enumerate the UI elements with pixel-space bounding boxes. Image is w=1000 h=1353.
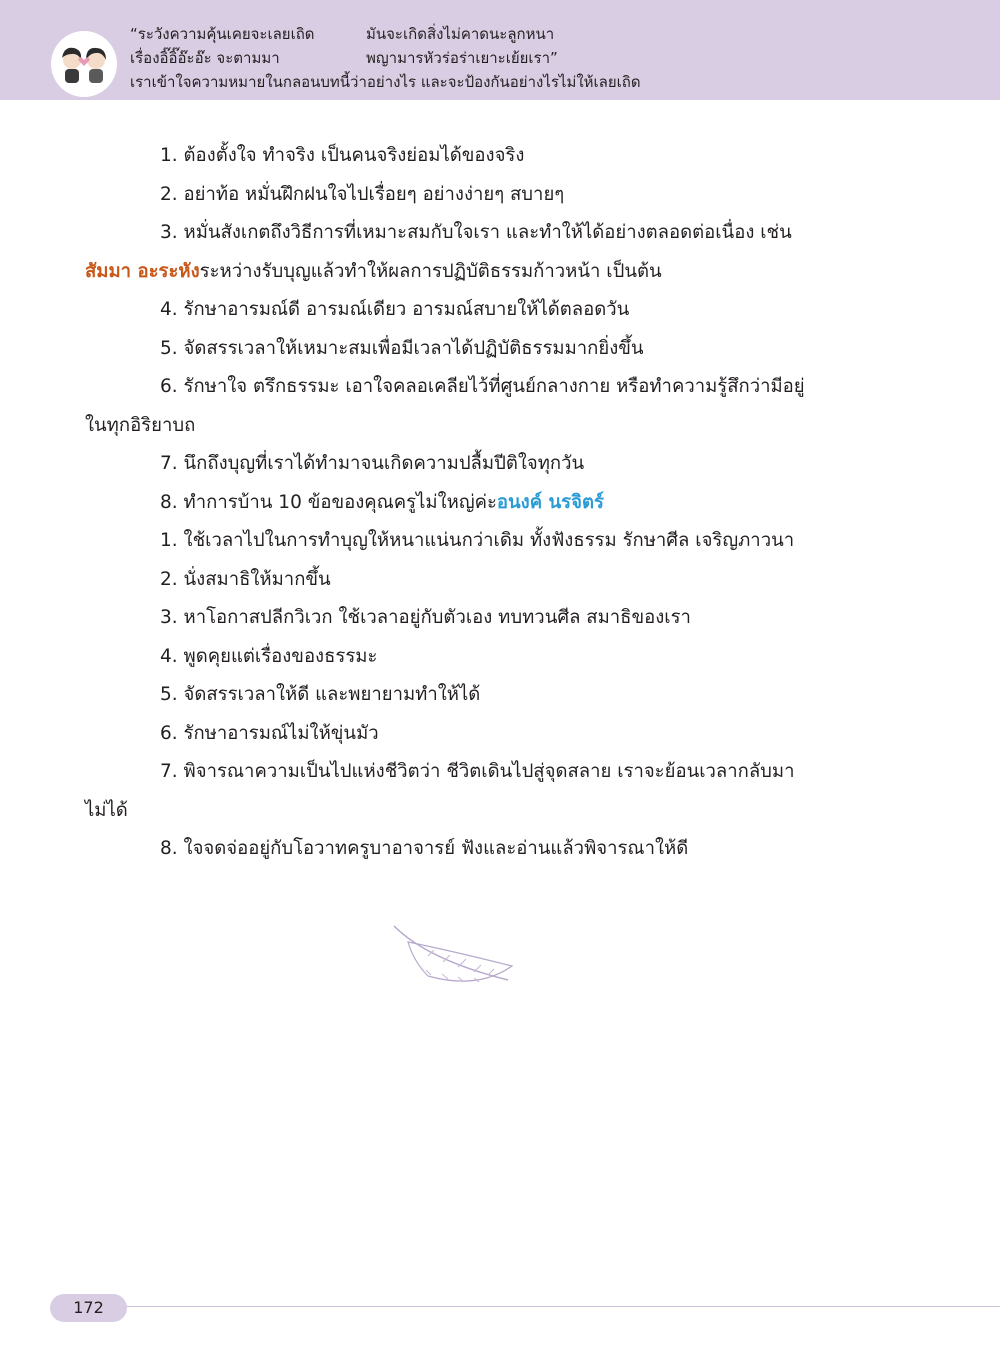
list-b-item-1: 1. ใช้เวลาไปในการทำบุญให้หนาแน่นกว่าเดิม ทั้งฟังธรรม รักษาศีล เจริญภาวนา xyxy=(160,530,795,551)
header-question: เราเข้าใจความหมายในกลอนบทนี้ว่าอย่างไร และจะป้องกันอย่างไรไม่ให้เลยเถิด xyxy=(130,73,641,91)
list-a-item-3-line-2 xyxy=(85,253,875,292)
page-number: 172 xyxy=(50,1294,127,1322)
footer-rule xyxy=(125,1306,1000,1307)
list-b-item-2: 2. นั่งสมาธิให้มากขึ้น xyxy=(160,568,331,590)
list-a-item-7: 7. นึกถึงบุญที่เราได้ทำมาจนเกิดความปลื้มปีติใจทุกวัน xyxy=(160,453,585,474)
poem-line-1 xyxy=(130,22,750,46)
list-b-item-3: 3. หาโอกาสปลีกวิเวก ใช้เวลาอยู่กับตัวเอง ทบทวนศีล สมาธิของเรา xyxy=(160,607,691,628)
list-a-item-2: 2. อย่าท้อ หมั่นฝึกฝนใจไปเรื่อยๆ อย่างง่ายๆ สบายๆ xyxy=(160,183,565,205)
list-a-item-1: 1. ต้องตั้งใจ ทำจริง เป็นคนจริงย่อมได้ของจริง xyxy=(160,145,525,166)
answer-body xyxy=(85,137,875,869)
list-a-item-8 xyxy=(85,484,875,523)
poem-line-2-left: เรื่องอิ๊อิ๊อ๊ะอ๊ะ จะตามมา xyxy=(130,49,280,67)
poem-line-1-left: “ระวังความคุ้นเคยจะเลยเถิด xyxy=(130,25,315,43)
list-a-item-6-line-2: ในทุกอิริยาบถ xyxy=(85,414,196,436)
list-a-item-3-rest: ระหว่างรับบุญแล้วทำให้ผลการปฏิบัติธรรมก้าวหน้า เป็นต้น xyxy=(199,260,662,282)
list-b-item-8: 8. ใจจดจ่ออยู่กับโอวาทครูบาอาจารย์ ฟังและอ่านแล้วพิจารณาให้ดี xyxy=(160,838,689,859)
list-b-item-5: 5. จัดสรรเวลาให้ดี และพยายามทำให้ได้ xyxy=(160,684,481,705)
feather-icon xyxy=(388,920,518,1000)
poem-line-2-right: พญามารหัวร่อร่าเยาะเย้ยเรา” xyxy=(366,49,558,67)
list-a-item-6-line-1: 6. รักษาใจ ตรึกธรรมะ เอาใจคลอเคลียไว้ที่ศูนย์กลางกาย หรือทำความรู้สึกว่ามีอยู่ xyxy=(160,376,805,397)
list-a-item-4: 4. รักษาอารมณ์ดี อารมณ์เดียว อารมณ์สบายให้ได้ตลอดวัน xyxy=(160,299,630,320)
list-b-item-6: 6. รักษาอารมณ์ไม่ให้ขุ่นมัว xyxy=(160,722,379,744)
poem-line-2 xyxy=(130,46,750,70)
list-a-item-8-text: 8. ทำการบ้าน 10 ข้อของคุณครูไม่ใหญ่ค่ะ xyxy=(160,491,497,513)
list-b-item-7-line-1: 7. พิจารณาความเป็นไปแห่งชีวิตว่า ชีวิตเดินไปสู่จุดสลาย เราจะย้อนเวลากลับมา xyxy=(160,761,795,782)
poem-line-1-right: มันจะเกิดสิ่งไม่คาดนะลูกหนา xyxy=(366,25,555,43)
highlight-samma-araham: สัมมา อะระหัง xyxy=(85,260,200,282)
list-b-item-7-line-2: ไม่ได้ xyxy=(85,799,128,821)
two-cartoon-children-icon xyxy=(50,30,118,98)
author-name: อนงค์ นรจิตร์ xyxy=(496,491,604,513)
poem-header xyxy=(130,22,750,94)
list-a-item-5: 5. จัดสรรเวลาให้เหมาะสมเพื่อมีเวลาได้ปฏิบัติธรรมมากยิ่งขึ้น xyxy=(160,337,644,359)
list-a-item-3-line-1: 3. หมั่นสังเกตถึงวิธีการที่เหมาะสมกับใจเรา และทำให้ได้อย่างตลอดต่อเนื่อง เช่น xyxy=(160,222,792,243)
list-b-item-4: 4. พูดคุยแต่เรื่องของธรรมะ xyxy=(160,645,378,667)
